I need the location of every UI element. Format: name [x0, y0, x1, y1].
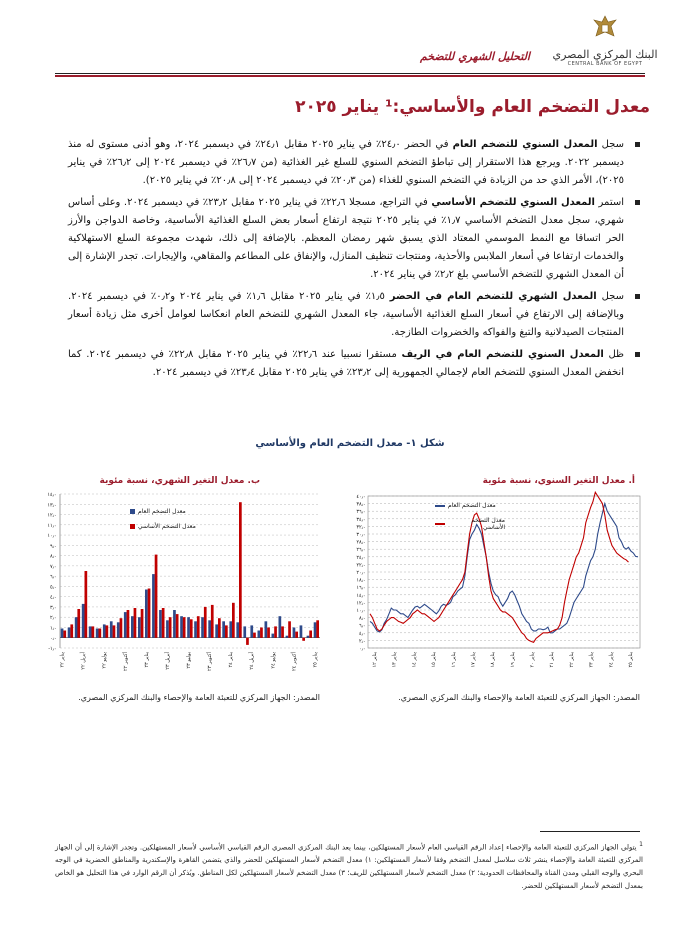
bank-name-ar: البنك المركزي المصري — [552, 48, 658, 61]
bar — [272, 634, 275, 638]
x-tick-label: يوليو ٢٢ — [101, 652, 108, 669]
bar — [148, 589, 151, 638]
figure-title: شكل ١- معدل التضخم العام والأساسي — [255, 438, 445, 449]
bar — [197, 616, 200, 638]
bar — [307, 636, 310, 638]
bar — [288, 621, 291, 637]
y-tick-label: ٦٫٠ — [50, 574, 57, 581]
x-tick-label: يناير ٢١ — [549, 652, 556, 668]
bar — [218, 618, 221, 638]
y-tick-label: ١٤٫٠ — [356, 592, 366, 599]
x-tick-label: يناير ٢٢ — [59, 652, 66, 668]
bar — [103, 624, 106, 637]
bar — [110, 621, 113, 637]
bar — [89, 626, 92, 637]
x-tick-label: يناير ١٦ — [450, 652, 457, 668]
bar — [138, 617, 141, 638]
bank-name-en: CENTRAL BANK OF EGYPT — [567, 61, 643, 67]
x-tick-label: أبريل ٢٣ — [164, 652, 171, 670]
bar — [70, 624, 73, 637]
x-tick-label: يوليو ٢٣ — [186, 652, 192, 669]
y-tick-label: ٨٫٠ — [359, 615, 366, 622]
bar — [229, 621, 232, 637]
bar — [201, 617, 204, 638]
bar — [279, 616, 282, 638]
bar — [96, 629, 99, 638]
y-tick-label: ١٦٫٠ — [356, 585, 366, 592]
bar — [253, 633, 256, 638]
x-tick-label: يناير ٢٥ — [312, 652, 319, 668]
bar — [243, 626, 246, 637]
bar — [293, 628, 296, 638]
y-tick-label: ٩٫٠ — [50, 543, 57, 550]
y-tick-label: ٢٤٫٠ — [356, 554, 366, 561]
bar — [190, 619, 193, 638]
chart-source: المصدر: الجهاز المركزي للتعبئة العامة والإحصاء والبنك المركزي المصري. — [398, 693, 640, 702]
bar — [180, 616, 183, 638]
x-tick-label: يوليو ٢٤ — [270, 652, 277, 669]
bar — [82, 604, 85, 638]
bar — [92, 626, 95, 637]
bar — [166, 620, 169, 638]
chart-source: المصدر: الجهاز المركزي للتعبئة العامة والإحصاء والبنك المركزي المصري. — [78, 693, 320, 702]
y-tick-label: ٣٫٠ — [50, 604, 57, 611]
y-tick-label: ٢٢٫٠ — [356, 562, 366, 569]
x-tick-label: أكتوبر ٢٢ — [122, 652, 129, 671]
bullet-item: سجل المعدل السنوي للتضخم العام في الحضر ٢٤٫٠٪ في يناير ٢٠٢٥ مقابل ٢٤٫١٪ في ديسمبر ٢٠٢٤، وهو أدنى مستوى له منذ ديسمبر ٢٠٢٢. ويرجع هذا الاستقرار إلى تباطؤ التضخم السنوي للسلع غير الغذائية (من ٢٦٫٧٪ في ديسمبر ٢٠٢٤ إلى ٢٦٫٢٪ في يناير ٢٠٢٥)، الأمر الذي حد من الزيادة في التضخم السنوي للغذاء (من ٢٠٫٣٪ في ديسمبر ٢٠٢٤ إلى ٢٠٫٨٪ في يناير ٢٠٢٥). — [68, 136, 642, 190]
bar — [211, 605, 214, 638]
y-tick-label: ١٨٫٠ — [356, 577, 366, 584]
bullet-item: استمر المعدل السنوي للتضخم الأساسي في التراجع، مسجلا ٢٢٫٦٪ في يناير ٢٠٢٥ مقابل ٢٣٫٢٪ في ديسمبر ٢٠٢٤. وعلى أساس شهري، سجل معدل التضخم الأساسي ١٫٧٪ في يناير ٢٠٢٥ نتيجة ارتفاع أسعار بعض السلع الغذائية الأساسية، وخاصة الدواجن والأرز الحر اتساقا مع النمط الموسمي المعتاد الذي يسبق شهر رمضان المعظم. بالإضافة إلى ذلك، شهدت مجموعة السلع الاستهلاكية والخدمات ارتفاعا في أسعار الملابس والأحذية، ومنتجات تنظيف المنازل، والإنفاق على المطاعم والمقاهي، والإيجارات. تجدر الإشارة إلى أن المعدل الشهري للتضخم الأساسي بلغ ٢٫٢٪ في يناير ٢٠٢٤. — [68, 194, 642, 284]
bar — [208, 620, 211, 638]
bar — [250, 625, 253, 637]
bar — [155, 555, 158, 638]
x-tick-label: أكتوبر ٢٣ — [207, 652, 214, 671]
bar — [281, 626, 284, 637]
bar — [77, 609, 80, 638]
y-tick-label: ١٠٫٠ — [356, 608, 366, 614]
bar — [61, 629, 64, 638]
y-tick-label: ٢٫٠ — [359, 638, 366, 645]
y-tick-label: ٠٫٠ — [359, 646, 366, 652]
bar — [246, 638, 249, 645]
header-accent-bar — [55, 75, 645, 77]
bar — [131, 616, 134, 638]
y-tick-label: ٣٤٫٠ — [356, 516, 366, 523]
bar — [117, 622, 120, 637]
y-tick-label: ٢٠٫٠ — [356, 570, 366, 576]
x-tick-label: يناير ١٣ — [391, 652, 398, 668]
report-title: التحليل الشهري للتضخم — [419, 50, 530, 63]
header-rule — [55, 73, 645, 74]
chart-legend — [435, 502, 505, 539]
chart-title: ب. معدل التغير الشهري، نسبة مئوية — [99, 476, 260, 486]
bar — [260, 628, 263, 638]
bar — [141, 609, 144, 638]
chart-title: أ. معدل التغير السنوي، نسبة مئوية — [482, 476, 635, 486]
bullet-item: ظل المعدل السنوي للتضخم العام في الريف مستقرا نسبيا عند ٢٢٫٦٪ في يناير ٢٠٢٥ مقابل ٢٢٫٨٪ في ديسمبر ٢٠٢٤. كما انخفض المعدل السنوي للتضخم العام لإجمالي الجمهورية إلى ٢٣٫٢٪ في يناير ٢٠٢٥ مقابل ٢٣٫٤٪ في ديسمبر ٢٠٢٤. — [68, 346, 642, 382]
bar — [99, 629, 102, 638]
bar — [215, 624, 218, 637]
bar — [75, 617, 78, 638]
bar — [232, 603, 235, 638]
bar — [274, 626, 277, 637]
y-tick-label: ٣٦٫٠ — [356, 509, 366, 516]
page-title: معدل التضخم العام والأساسي:¹ يناير ٢٠٢٥ — [295, 97, 650, 117]
y-tick-label: ٤٫٠ — [50, 594, 57, 601]
x-tick-label: يناير ٢٣ — [143, 652, 150, 668]
y-tick-label: ٤٠٫٠ — [356, 494, 366, 500]
bar — [127, 610, 130, 638]
y-tick-label: ٣٢٫٠ — [356, 524, 366, 531]
x-tick-label: يناير ١٤ — [411, 652, 418, 668]
x-tick-label: يناير ٢٢ — [568, 652, 575, 668]
bar — [162, 608, 165, 638]
bar — [113, 625, 116, 637]
bar — [236, 622, 239, 637]
y-tick-label: ٦٫٠ — [359, 623, 366, 630]
bar — [295, 632, 298, 638]
footnote-rule — [540, 831, 640, 832]
bar — [85, 571, 88, 638]
bar — [265, 621, 268, 637]
bar — [258, 631, 261, 638]
bar — [124, 612, 127, 638]
y-tick-label: ٢٫٠ — [50, 615, 57, 622]
footnote: $^1$ يتولى الجهاز المركزي للتعبئة العامة والإحصاء إعداد الرقم القياسي العام لأسعار المستهلكين، بينما يعد البنك المركزي المصري الرقم القياسي الأساسي لأسعار المستهلكين. وتجدر الإشارة إلى أن الجهاز المركزي للتعبئة العامة والإحصاء ينشر ثلاث سلاسل لمعدل التضخم وفقا لأسعار المستهلكين: ١) معدل التضخم لأسعار المستهلكين للحضر والذي يتضمن القاهرة والإسكندرية والمناطق الحضرية في الوجه البحري والوجه القبلي ومدن القناة والمحافظات الحدودية؛ ٢) معدل التضخم لأسعار المستهلكين للريف؛ ٣) معدل التضخم لأسعار المستهلكين لكل المناطق. ويُذكر أن الرقم الوارد في هذا التحليل هو الخاص بمعدل التضخم لأسعار المستهلكين للحضر. — [55, 841, 644, 891]
x-tick-label: يناير ١٧ — [470, 652, 477, 668]
y-tick-label: ١١٫٠ — [47, 522, 57, 529]
bar — [222, 621, 225, 637]
x-tick-label: يناير ٢٤ — [608, 652, 615, 668]
legend-item: معدل التضخم الأساسي — [130, 523, 200, 530]
bullet-list — [68, 136, 642, 386]
x-tick-label: يناير ٢٥ — [628, 652, 634, 668]
y-tick-label: ٠٫٠ — [50, 635, 57, 642]
bar — [63, 631, 66, 638]
legend-item: معدل التضخم العام — [130, 508, 200, 515]
bar — [225, 625, 228, 637]
x-tick-label: يناير ١٩ — [509, 652, 516, 668]
bar — [302, 638, 305, 641]
y-tick-label: ١٢٫٠ — [47, 512, 57, 519]
y-tick-label: ١٫٠ — [50, 625, 57, 632]
y-tick-label: ٣٠٫٠ — [356, 532, 366, 538]
y-tick-label: ٧٫٠ — [50, 563, 57, 570]
bar — [194, 621, 197, 637]
y-tick-label: ٤٫٠ — [359, 630, 366, 637]
x-tick-label: أبريل ٢٤ — [249, 652, 256, 670]
bar — [239, 502, 242, 638]
y-tick-label: ١٣٫٠ — [47, 502, 57, 509]
eagle-emblem-icon — [590, 14, 620, 42]
x-tick-label: يناير ٢٤ — [228, 652, 235, 668]
bar — [134, 608, 137, 638]
bar — [314, 622, 317, 637]
bar — [183, 617, 186, 638]
monthly-inflation-chart — [18, 466, 330, 711]
bar — [68, 628, 71, 638]
bar — [267, 628, 270, 638]
legend-item: معدل التضخم العام — [435, 502, 505, 509]
x-tick-label: يناير ١٨ — [490, 652, 497, 668]
y-tick-label: ١٤٫٠ — [47, 492, 57, 498]
bar — [309, 631, 312, 638]
bar — [152, 574, 155, 638]
bar — [316, 620, 319, 638]
bar — [173, 610, 176, 638]
x-tick-label: يناير ١٢ — [372, 652, 378, 668]
y-tick-label: ٨٫٠ — [50, 553, 57, 560]
x-tick-label: أكتوبر ٢٤ — [291, 652, 298, 671]
cbe-logo — [545, 14, 665, 74]
bar — [106, 625, 109, 637]
y-tick-label: ١٠٫٠ — [47, 533, 57, 540]
bar — [286, 636, 289, 638]
chart-legend — [130, 508, 200, 538]
x-tick-label: يناير ١٥ — [431, 652, 438, 668]
bullet-item: سجل المعدل الشهري للتضخم العام في الحضر ١٫٥٪ في يناير ٢٠٢٥ مقابل ١٫٦٪ في يناير ٢٠٢٤ و٠٫٢٪ في ديسمبر ٢٠٢٤. وبالإضافة إلى الارتفاع في أسعار السلع الغذائية الأساسية، جاء المعدل الشهري للتضخم العام انعكاسا لعوامل أخرى مثل زيادة أسعار المنتجات الصيدلانية والتبغ والفواكه والخضروات الطازجة. — [68, 288, 642, 342]
bar — [145, 590, 148, 638]
x-tick-label: يناير ٢٣ — [588, 652, 595, 668]
bar — [159, 610, 162, 638]
y-tick-label: ٢٦٫٠ — [356, 547, 366, 554]
y-tick-label: ١٢٫٠ — [356, 600, 366, 607]
bar — [169, 617, 172, 638]
bar — [187, 617, 190, 638]
bar — [300, 625, 303, 637]
bar — [120, 618, 123, 638]
x-tick-label: يناير ٢٠ — [529, 652, 536, 668]
y-tick-label: ٣٨٫٠ — [356, 501, 366, 508]
annual-inflation-chart — [340, 466, 645, 711]
y-tick-label: ٢٨٫٠ — [356, 539, 366, 546]
y-tick-label: ٥٫٠ — [50, 584, 57, 591]
bar — [204, 607, 207, 638]
x-tick-label: أبريل ٢٢ — [80, 652, 87, 670]
y-tick-label: -١٫٠ — [48, 646, 57, 652]
legend-item: معدل التضخم الأساسي — [435, 517, 505, 531]
bar — [176, 614, 179, 638]
